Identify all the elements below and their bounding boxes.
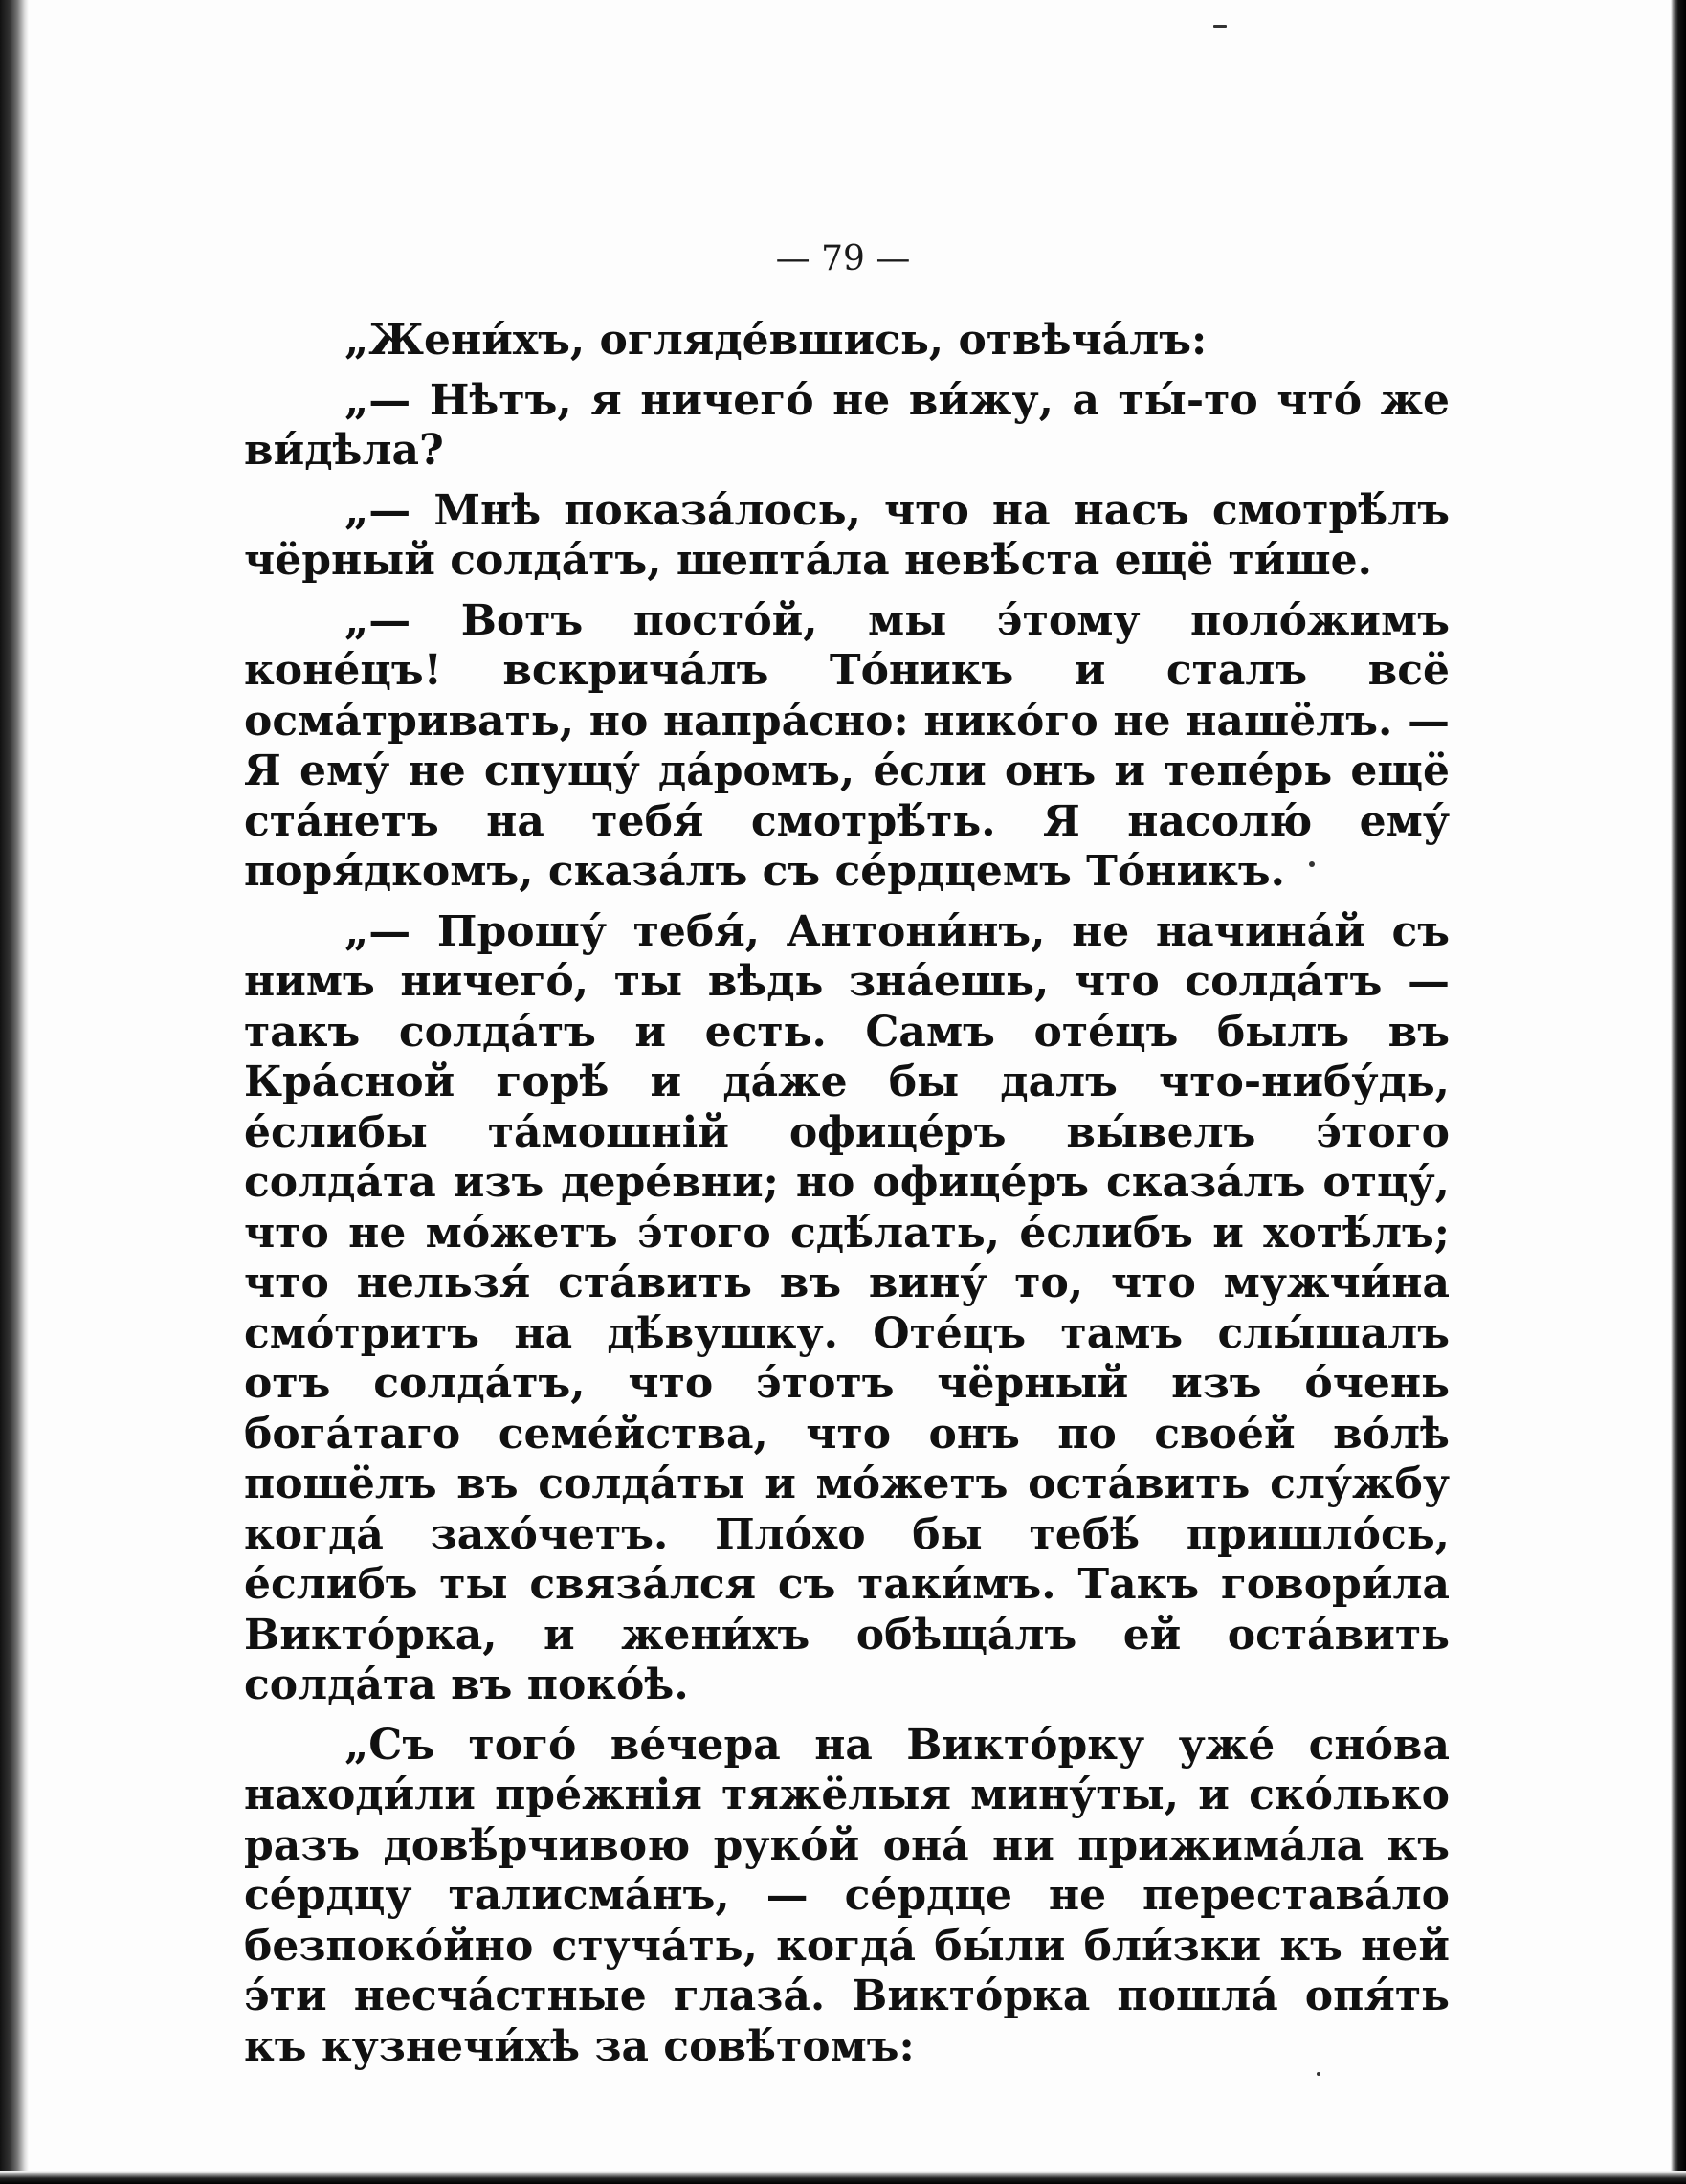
scan-edge-bottom	[0, 2171, 1686, 2184]
paragraph: „Съ того́ ве́чера на Викто́рку уже́ сно́ва находи́ли пре́жнія тяжёлыя мину́ты, и ско́лько разъ довѣ́рчивою руко́й она́ ни прижима́ла къ се́рдцу талисма́нъ, — се́рдце не перестава́ло безпоко́йно стуча́ть, когда́ бы́ли бли́зки къ ней э́ти несча́стные глаза́. Викто́рка пошла́ опя́ть къ кузнечи́хѣ за совѣ́томъ:	[244, 1720, 1450, 2071]
scan-edge-left	[0, 0, 29, 2184]
paragraph: „— Прошу́ тебя́, Антони́нъ, не начина́й съ нимъ ничего́, ты вѣдь зна́ешь, что солда́тъ — такъ солда́тъ и есть. Самъ оте́цъ былъ въ Кра́сной горѣ́ и да́же бы далъ что-нибу́дь, е́слибы та́мошній офице́ръ вы́велъ э́того солда́та изъ дере́вни; но офице́ръ сказа́лъ отцу́, что не мо́жетъ э́того сдѣ́лать, е́слибъ и хотѣ́лъ; что нельзя́ ста́вить въ вину́ то, что мужчи́на смо́тритъ на дѣ́вушку. Оте́цъ тамъ слы́шалъ отъ солда́тъ, что э́тотъ чёрный изъ о́чень бога́таго семе́йства, что онъ по свое́й во́лѣ пошёлъ въ солда́ты и мо́жетъ оста́вить слу́жбу когда́ захо́четъ. Пло́хо бы тебѣ́ пришло́сь, е́слибъ ты связа́лся съ таки́мъ. Такъ говори́ла Викто́рка, и жени́хъ обѣща́лъ ей оста́вить солда́та въ поко́ѣ.	[244, 906, 1450, 1709]
paragraph: „— Мнѣ показа́лось, что на насъ смотрѣ́лъ чёрный солда́тъ, шепта́ла невѣ́ста ещё ти́ше.	[244, 485, 1450, 585]
paragraph: „Жени́хъ, огляде́вшись, отвѣча́лъ:	[344, 316, 1208, 365]
page-number: — 79 —	[775, 239, 911, 279]
scan-edge-right	[1671, 0, 1686, 2184]
paragraph: „— Вотъ посто́й, мы э́тому поло́жимъ коне́цъ! вскрича́лъ То́никъ и сталъ всё осма́тривать, но напра́сно: нико́го не нашёлъ. — Я ему́ не спущу́ да́ромъ, е́сли онъ и тепе́рь ещё ста́нетъ на тебя́ смотрѣ́ть. Я насолю́ ему́ поря́дкомъ, сказа́лъ съ се́рдцемъ То́никъ.	[244, 595, 1450, 896]
ink-speck	[1317, 2072, 1320, 2076]
ink-speck	[1213, 25, 1227, 28]
paragraph: „— Нѣтъ, я ничего́ не ви́жу, а ты́-то что́ же ви́дѣла?	[244, 375, 1450, 475]
body-text	[244, 316, 1450, 2082]
ink-speck	[1309, 861, 1315, 867]
